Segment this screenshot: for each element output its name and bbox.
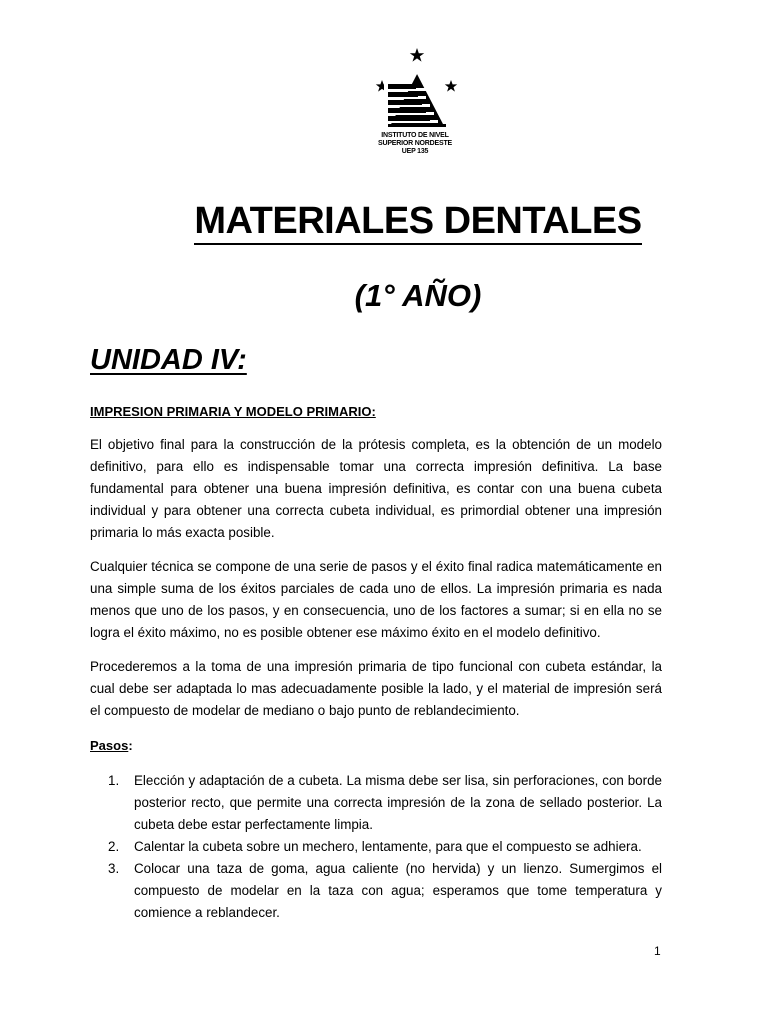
step-number: 3. bbox=[108, 861, 120, 876]
unit-heading: UNIDAD IV: bbox=[90, 344, 247, 376]
steps-list bbox=[90, 770, 662, 924]
list-item bbox=[90, 836, 662, 858]
steps-heading bbox=[90, 738, 133, 753]
step-text: Calentar la cubeta sobre un mechero, lentamente, para que el compuesto se adhiera. bbox=[134, 839, 642, 854]
paragraph-2: Cualquier técnica se compone de una serie de pasos y el éxito final radica matemáticamente en una simple suma de los éxitos parciales de cada uno de ellos. La impresión primaria es nada menos que uno de los pasos, y en consecuencia, uno de los factores a sumar; si en ella no se logra el éxito máximo, no es posible obtener ese máximo éxito en el modelo definitivo. bbox=[90, 559, 662, 640]
steps-label: Pasos bbox=[90, 738, 129, 753]
logo-line-1: INSTITUTO DE NIVEL bbox=[381, 132, 449, 139]
step-number: 2. bbox=[108, 839, 120, 854]
document-title: MATERIALES DENTALES bbox=[194, 200, 641, 245]
step-number: 1. bbox=[108, 773, 120, 788]
page-number: 1 bbox=[654, 944, 661, 958]
logo-line-3: UEP 135 bbox=[401, 148, 429, 155]
step-text: Elección y adaptación de a cubeta. La misma debe ser lisa, sin perforaciones, con borde posterior recto, que permite una correcta impresión de la zona de sellado posterior. La cubeta debe estar perfectamente limpia. bbox=[134, 773, 662, 832]
paragraph-3: Procederemos a la toma de una impresión primaria de tipo funcional con cubeta estándar, la cual debe ser adaptada lo mas adecuadamente posible la lado, y el material de impresión será el compuesto de modelar de mediano o bajo punto de reblandecimiento. bbox=[90, 659, 662, 718]
logo-line-2: SUPERIOR NORDESTE bbox=[378, 140, 452, 147]
logo-caption bbox=[360, 132, 470, 156]
steps-colon: : bbox=[128, 738, 133, 753]
document-title-container bbox=[0, 200, 768, 243]
section-heading: IMPRESION PRIMARIA Y MODELO PRIMARIO: bbox=[90, 404, 376, 419]
list-item bbox=[90, 858, 662, 924]
paragraph-1: El objetivo final para la construcción de la prótesis completa, es la obtención de un modelo definitivo, para ello es indispensable tomar una correcta impresión definitiva. La base fundamental para obtener una buena impresión definitiva, es contar con una buena cubeta individual y para obtener una correcta cubeta individual, es primordial obtener una impresión primaria lo más exacta posible. bbox=[90, 437, 662, 540]
list-item bbox=[90, 770, 662, 836]
document-subtitle: (1° AÑO) bbox=[354, 278, 482, 313]
pyramid-stars-icon bbox=[372, 44, 458, 130]
step-text: Colocar una taza de goma, agua caliente (no hervida) y un lienzo. Sumergimos el compuesto de modelar en la taza con agua; esperamos que tome temperatura y comience a reblandecer. bbox=[134, 861, 662, 920]
institute-logo bbox=[360, 44, 470, 164]
